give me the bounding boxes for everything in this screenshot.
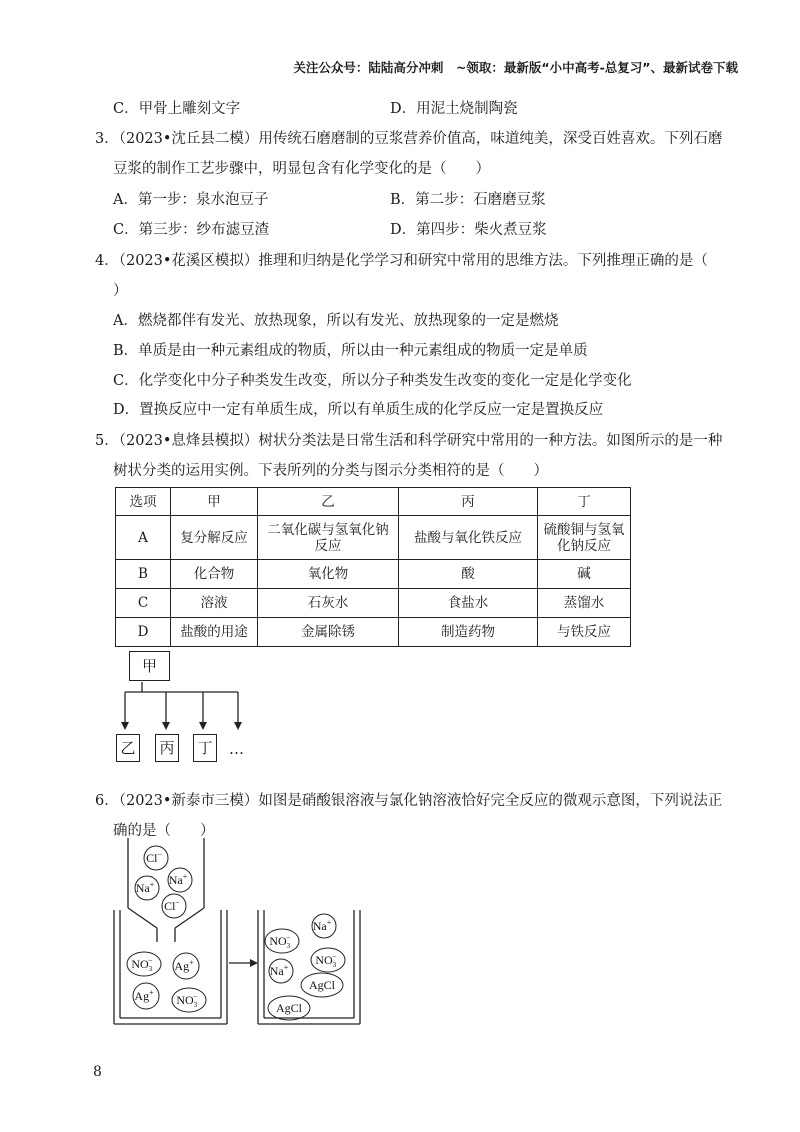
cell-text-line: 硫酸铜与氢氧	[543, 521, 625, 538]
table-cell: 氧化物	[258, 560, 399, 589]
q2-option-c: C．甲骨上雕刻文字	[113, 101, 241, 117]
table-cell: 溶液	[171, 589, 258, 618]
table-cell: C	[116, 589, 171, 618]
tree-ellipsis: …	[229, 740, 244, 758]
table-cell: 食盐水	[399, 589, 538, 618]
page-header: 关注公众号：陆陆高分冲刺 ~领取：最新版“小中高考-总复习”、最新试卷下载	[293, 60, 738, 75]
table-cell: 制造药物	[399, 618, 538, 647]
tree-root-box: 甲	[129, 651, 170, 681]
q3-stem-line1: 3．（2023•沈丘县二模）用传统石磨磨制的豆浆营养价值高，味道纯美，深受百姓喜欢。下列石磨	[95, 131, 723, 147]
na-label: Na+	[168, 872, 188, 887]
reaction-arrow	[229, 959, 258, 967]
table-cell: 酸	[399, 560, 538, 589]
q5-stem-line2: 树状分类的运用实例。下表所列的分类与图示分类相符的是（ ）	[113, 463, 548, 479]
reaction-diagram	[110, 838, 370, 1038]
table-cell: B	[116, 560, 171, 589]
no3-label: $NO_3-$	[315, 952, 337, 969]
table-cell: D	[116, 618, 171, 647]
q4-option-b: B．单质是由一种元素组成的物质，所以由一种元素组成的物质一定是单质	[113, 343, 588, 359]
na-label: Na+	[269, 963, 289, 978]
no3-label: $NO_3-$	[269, 933, 291, 950]
na-label: Na+	[312, 918, 332, 933]
agcl-label: AgCl	[275, 1001, 303, 1015]
cl-label: Cl−	[146, 850, 162, 865]
q3-stem-line2: 豆浆的制作工艺步骤中，明显包含有化学变化的是（ ）	[113, 161, 490, 177]
table-cell: 石灰水	[258, 589, 399, 618]
table-header-cell: 甲	[171, 488, 258, 516]
q4-stem-line2: ）	[113, 283, 128, 299]
page-number: 8	[93, 1064, 102, 1080]
table-cell: 复分解反应	[171, 516, 258, 560]
table-row	[116, 560, 631, 589]
tree-child-box: 乙	[116, 734, 140, 762]
q2-option-d: D．用泥土烧制陶瓷	[390, 101, 518, 117]
ag-label: Ag+	[174, 958, 194, 973]
tree-child-box: 丁	[193, 734, 217, 762]
agcl-label: AgCl	[308, 978, 336, 992]
q3-option-c: C．第三步：纱布滤豆渣	[113, 222, 270, 238]
q3-option-b: B．第二步：石磨磨豆浆	[390, 192, 546, 208]
table-header-row	[116, 488, 631, 516]
tree-child-box: 丙	[155, 734, 179, 762]
q4-option-c: C．化学变化中分子种类发生改变，所以分子种类发生改变的变化一定是化学变化	[113, 373, 632, 389]
table-cell: 金属除锈	[258, 618, 399, 647]
classification-table	[115, 487, 631, 647]
table-header-cell: 丙	[399, 488, 538, 516]
q4-stem-line1: 4．（2023•花溪区模拟）推理和归纳是化学学习和研究中常用的思维方法。下列推理正确的是（	[95, 253, 708, 269]
table-cell: 盐酸与氧化铁反应	[399, 516, 538, 560]
q6-stem-line2: 确的是（ ）	[113, 823, 215, 839]
table-cell: 盐酸的用途	[171, 618, 258, 647]
q3-option-d: D．第四步：柴火煮豆浆	[390, 222, 547, 238]
no3-label: $NO_3-$	[176, 992, 198, 1009]
table-header-cell: 选项	[116, 488, 171, 516]
table-cell	[538, 516, 631, 560]
table-cell: 化合物	[171, 560, 258, 589]
table-cell: 蒸馏水	[538, 589, 631, 618]
q6-stem-line1: 6．（2023•新泰市三模）如图是硝酸银溶液与氯化钠溶液恰好完全反应的微观示意图，下列说法正	[95, 793, 723, 809]
ag-label: Ag+	[134, 988, 154, 1003]
na-label: Na+	[135, 880, 155, 895]
cell-text-line: 二氧化碳与氢氧化钠	[267, 521, 389, 538]
table-cell	[258, 516, 399, 560]
table-header-cell: 丁	[538, 488, 631, 516]
q5-stem-line1: 5．（2023•息烽县模拟）树状分类法是日常生活和科学研究中常用的一种方法。如图所示的是一种	[95, 433, 723, 449]
table-cell: 与铁反应	[538, 618, 631, 647]
table-row	[116, 516, 631, 560]
table-row	[116, 618, 631, 647]
no3-label: $NO_3-$	[131, 956, 153, 973]
cell-text-line: 化钠反应	[557, 537, 611, 554]
q4-option-a: A．燃烧都伴有发光、放热现象，所以有发光、放热现象的一定是燃烧	[113, 313, 559, 329]
table-cell: 碱	[538, 560, 631, 589]
q3-option-a: A．第一步：泉水泡豆子	[113, 192, 269, 208]
q4-option-d: D．置换反应中一定有单质生成，所以有单质生成的化学反应一定是置换反应	[113, 402, 604, 418]
table-cell: A	[116, 516, 171, 560]
cl-label: Cl−	[164, 898, 180, 913]
table-header-cell: 乙	[258, 488, 399, 516]
table-row	[116, 589, 631, 618]
cell-text-line: 反应	[314, 537, 342, 554]
ion-labels	[131, 850, 337, 1015]
